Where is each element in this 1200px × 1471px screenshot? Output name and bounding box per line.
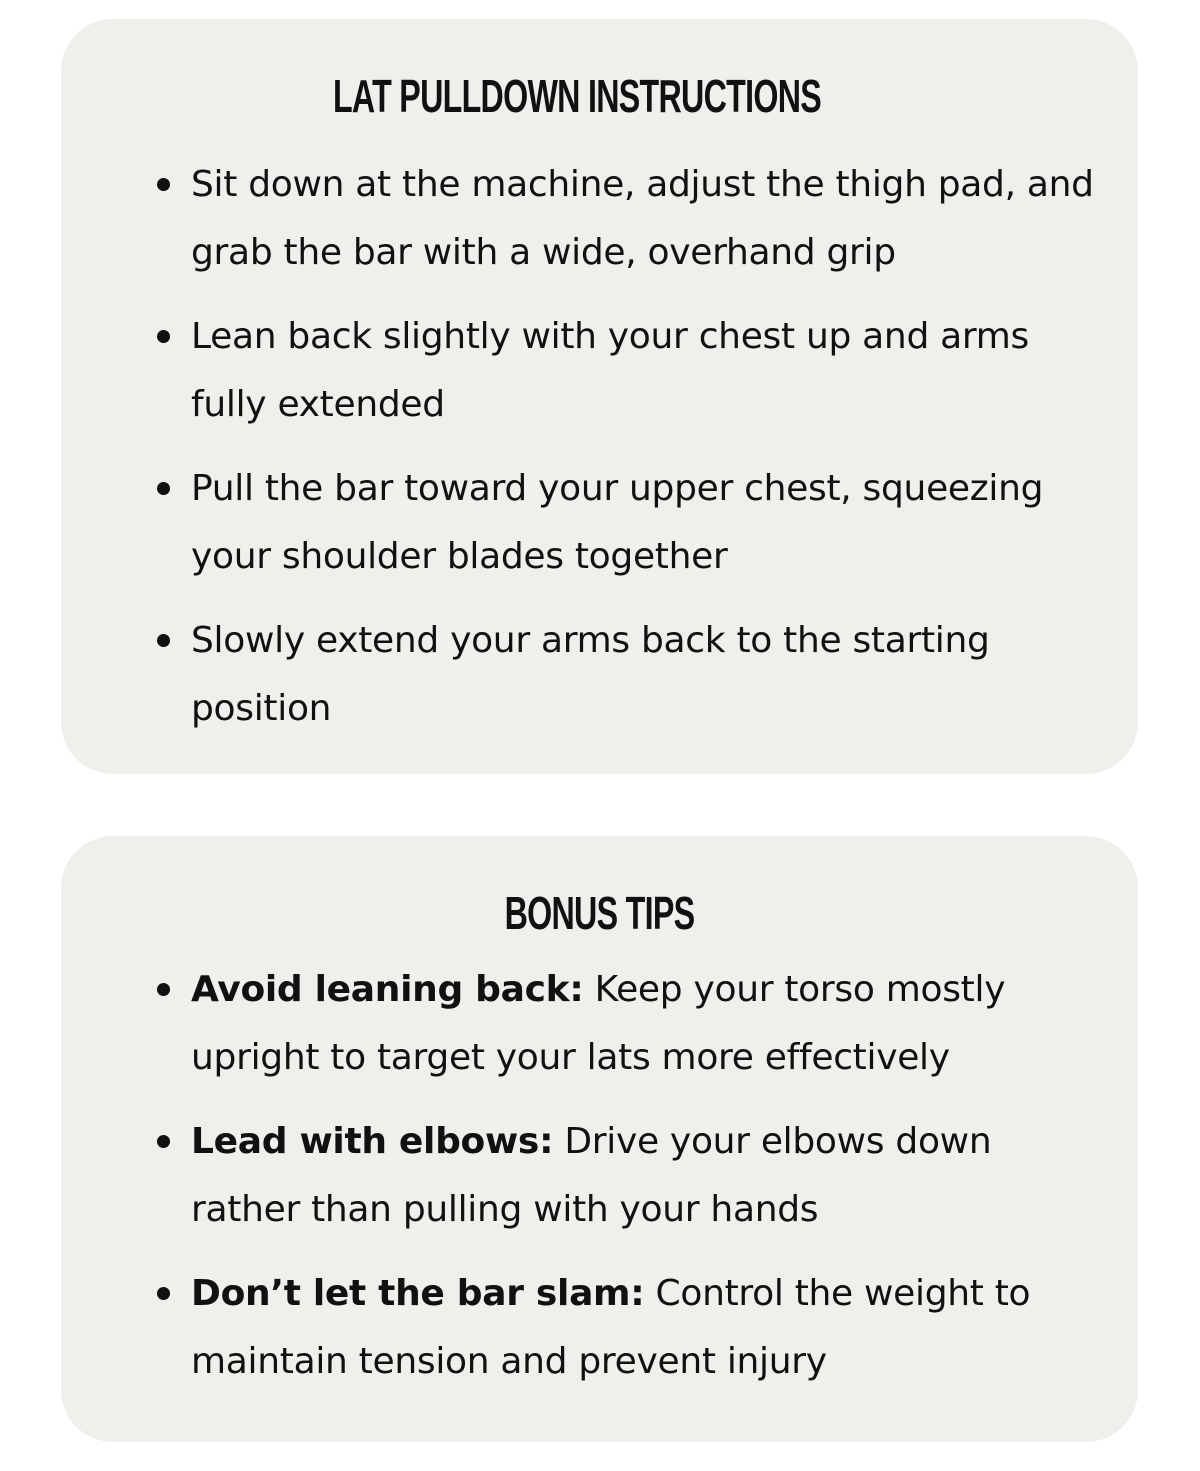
list-item <box>151 1108 1098 1244</box>
list-item <box>151 607 1098 743</box>
instruction-text: Slowly extend your arms back to the starting position <box>191 620 990 729</box>
tip-lead: Don’t let the bar slam: <box>191 1273 645 1314</box>
list-item <box>151 1260 1098 1396</box>
bullet-icon <box>157 1135 170 1148</box>
tip-text: Keep your torso mostly upright to target your lats more effectively <box>191 969 1006 1078</box>
bullet-icon <box>157 1287 170 1300</box>
bullet-icon <box>157 330 170 343</box>
bonus-tips-list <box>151 956 1098 1396</box>
bonus-tips-title: BONUS TIPS <box>504 887 695 939</box>
instructions-title: LAT PULLDOWN INSTRUCTIONS <box>332 70 822 122</box>
tip-text: Drive your elbows down rather than pulling with your hands <box>191 1121 992 1230</box>
list-item <box>151 151 1098 287</box>
tip-lead: Avoid leaning back: <box>191 969 584 1010</box>
list-item <box>151 455 1098 591</box>
bullet-icon <box>157 634 170 647</box>
instruction-text: Pull the bar toward your upper chest, squeezing your shoulder blades together <box>191 468 1044 577</box>
instructions-card <box>61 19 1138 774</box>
tip-text: Control the weight to maintain tension and prevent injury <box>191 1273 1031 1382</box>
instruction-text: Sit down at the machine, adjust the thigh pad, and grab the bar with a wide, overhand grip <box>191 164 1094 273</box>
instructions-list <box>151 151 1098 743</box>
list-item <box>151 303 1098 439</box>
instruction-text: Lean back slightly with your chest up and arms fully extended <box>191 316 1030 425</box>
bullet-icon <box>157 482 170 495</box>
bullet-icon <box>157 178 170 191</box>
bonus-tips-card <box>61 836 1138 1442</box>
bullet-icon <box>157 983 170 996</box>
tip-lead: Lead with elbows: <box>191 1121 554 1162</box>
list-item <box>151 956 1098 1092</box>
